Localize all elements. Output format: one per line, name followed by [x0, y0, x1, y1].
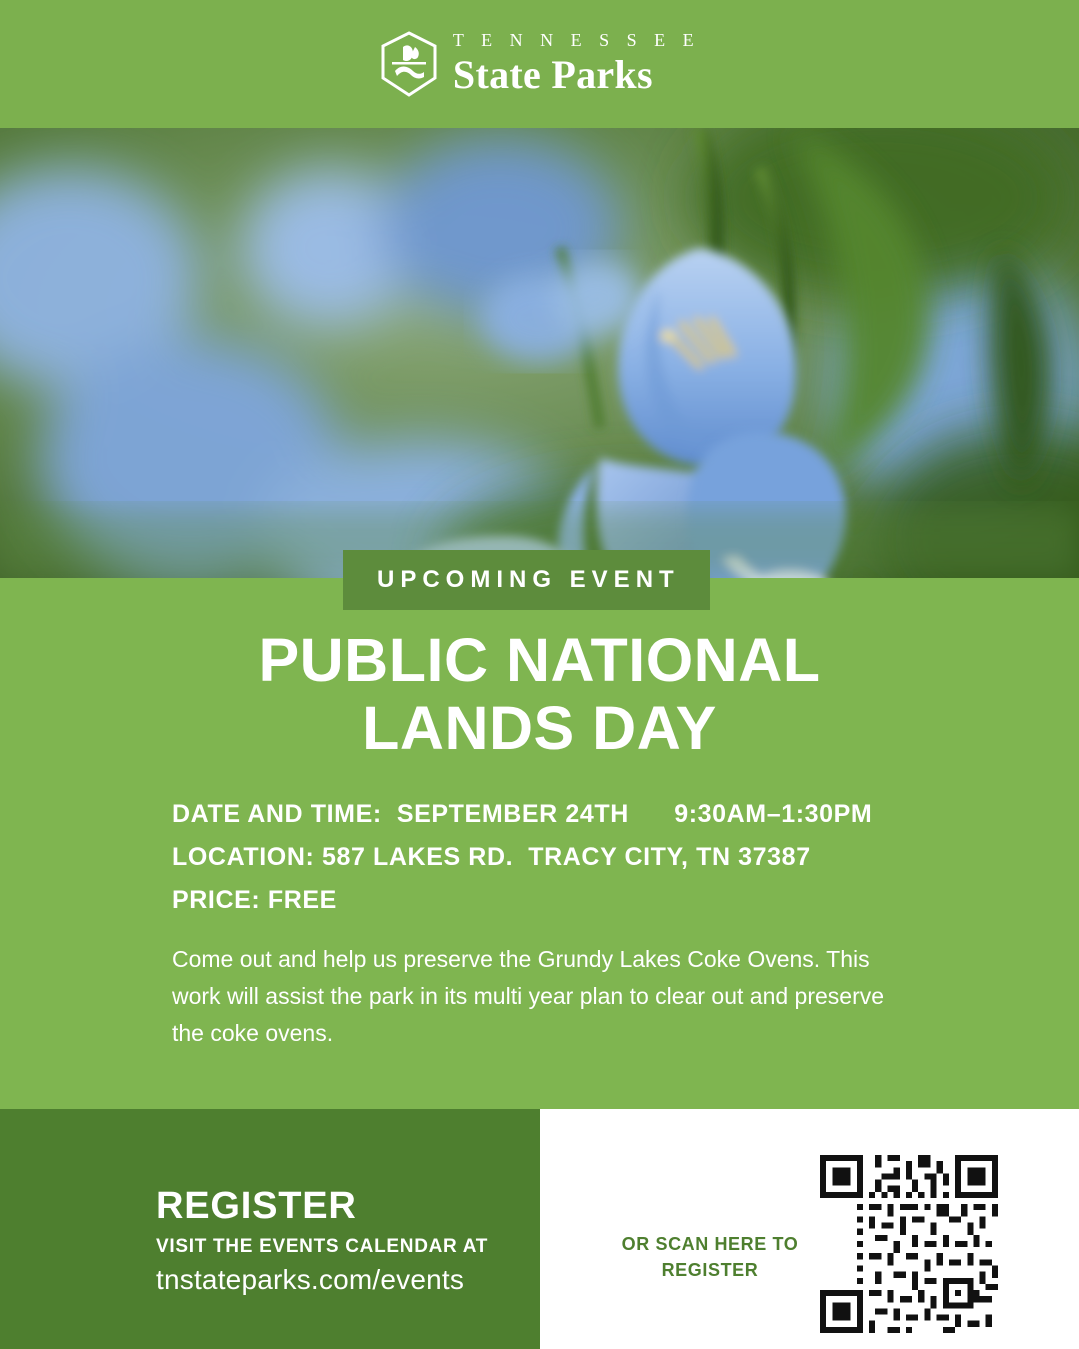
event-body	[0, 566, 1079, 1109]
register-url-link[interactable]: tnstateparks.com/events	[156, 1264, 465, 1295]
qr-code-icon[interactable]	[820, 1155, 998, 1333]
detail-date-time: DATE AND TIME: SEPTEMBER 24TH 9:30AM–1:30PM	[172, 800, 873, 828]
detail-price: PRICE: FREE	[172, 886, 337, 914]
footer-bar	[0, 1109, 1079, 1349]
title-line-1: PUBLIC NATIONAL	[258, 626, 821, 694]
brand-state-parks: State Parks	[452, 51, 653, 97]
page-title	[0, 626, 1079, 763]
hero-photo	[0, 128, 1079, 578]
tn-state-parks-logo-icon	[379, 31, 439, 97]
event-details	[172, 793, 1032, 922]
register-panel	[0, 1109, 540, 1349]
brand-wordmark	[453, 31, 700, 97]
brand-tennessee: T E N N E S S E E	[452, 30, 701, 51]
brand-logo	[379, 31, 700, 97]
scan-instructions: OR SCAN HERE TO REGISTER	[621, 1234, 799, 1281]
register-heading: REGISTER	[156, 1185, 357, 1227]
upcoming-event-badge: UPCOMING EVENT	[343, 550, 710, 610]
title-line-2: LANDS DAY	[362, 694, 717, 763]
header-bar	[0, 0, 1079, 128]
detail-location: LOCATION: 587 LAKES RD. TRACY CITY, TN 37387	[172, 843, 811, 871]
event-description: Come out and help us preserve the Grundy Lakes Coke Ovens. This work will assist the park in its multi year plan to clear out and preserve the coke ovens.	[172, 946, 885, 1046]
register-subheading: VISIT THE EVENTS CALENDAR AT	[156, 1236, 489, 1257]
